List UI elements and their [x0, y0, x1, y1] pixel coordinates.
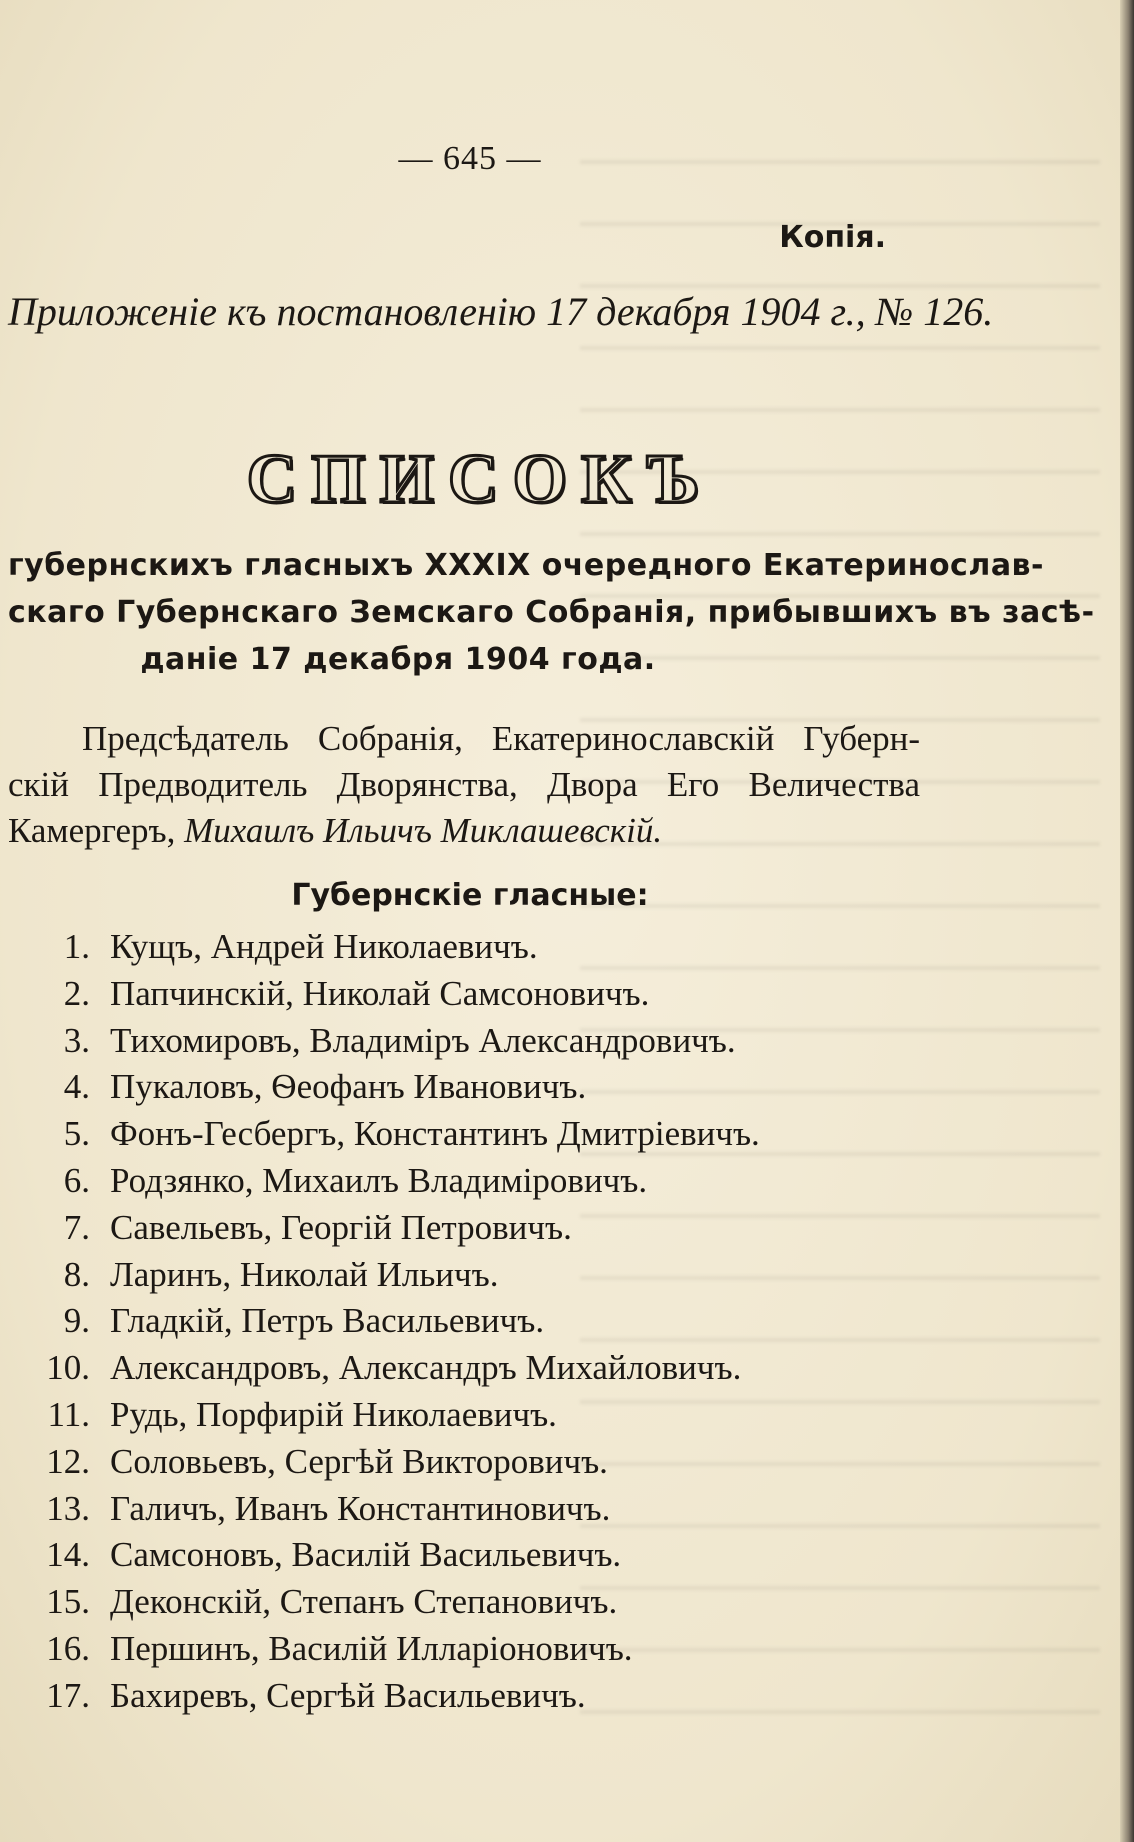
list-item — [30, 1439, 760, 1486]
list-item — [30, 1532, 760, 1579]
list-item-name: Бахиревъ, Сергѣй Васильевичъ. — [110, 1675, 586, 1715]
list-item-number: 10. — [46, 1348, 90, 1388]
chairman-name: Михаилъ Ильичъ Миклашевскій. — [184, 811, 663, 850]
list-item-number: 6. — [63, 1160, 90, 1200]
list-item-name: Савельевъ, Георгій Петровичъ. — [110, 1207, 572, 1247]
chairman-paragraph — [8, 716, 920, 854]
list-item-name: Фонъ-Гесбергъ, Константинъ Дмитріевичъ. — [110, 1114, 760, 1154]
list-item-name: Галичъ, Иванъ Константиновичъ. — [110, 1488, 611, 1528]
list-item — [30, 1018, 760, 1065]
list-item — [30, 1205, 760, 1252]
list-item-name: Родзянко, Михаилъ Владиміровичъ. — [110, 1160, 648, 1200]
list-item — [30, 1345, 760, 1392]
list-item — [30, 1626, 760, 1673]
chairman-line-3 — [8, 808, 920, 854]
list-item-number: 2. — [63, 973, 90, 1013]
list-item — [30, 1392, 760, 1439]
list-item-number: 3. — [63, 1020, 90, 1060]
chairman-line-2: скій Предводитель Дворянства, Двора Его Величества — [8, 765, 920, 804]
list-item-number: 1. — [63, 927, 90, 966]
list-item-name: Пукаловъ, Ѳеофанъ Ивановичъ. — [110, 1067, 587, 1107]
list-item-name: Тихомировъ, Владиміръ Александровичъ. — [110, 1020, 736, 1060]
list-item-number: 11. — [47, 1394, 90, 1434]
list-item-number: 4. — [63, 1067, 90, 1107]
list-item-name: Александровъ, Александръ Михайловичъ. — [110, 1348, 742, 1388]
list-item-number: 12. — [46, 1441, 90, 1481]
list-item-name: Соловьевъ, Сергѣй Викторовичъ. — [110, 1441, 608, 1481]
list-item-number: 14. — [46, 1535, 90, 1575]
list-item — [30, 1298, 760, 1345]
list-item — [30, 1252, 760, 1299]
list-item-number: 15. — [46, 1582, 90, 1622]
page-edge-shadow — [1120, 0, 1134, 1842]
chairman-title: Камергеръ, — [8, 811, 185, 850]
appendix-reference: Приложеніе къ постановленію 17 декабря 1904 г., № 126. — [8, 289, 994, 334]
list-item-number: 8. — [63, 1254, 90, 1294]
list-item — [30, 924, 760, 971]
list-item-number: 7. — [63, 1207, 90, 1247]
subtitle-line-1: губернскихъ гласныхъ XXXIX очередного Екатеринослав- — [8, 548, 1044, 583]
list-item-number: 9. — [63, 1301, 90, 1341]
list-item-name: Гладкій, Петръ Васильевичъ. — [110, 1301, 545, 1341]
list-item-number: 5. — [63, 1114, 90, 1154]
document-subtitle — [8, 542, 1095, 683]
list-item — [30, 1111, 760, 1158]
list-item-name: Ларинъ, Николай Ильичъ. — [110, 1254, 499, 1294]
section-heading: Губернскіе гласные: — [291, 878, 649, 913]
list-item-number: 17. — [46, 1675, 90, 1715]
list-item-name: Кущъ, Андрей Николаевичъ. — [110, 927, 538, 966]
page-number: — 645 — — [398, 140, 542, 177]
list-item — [30, 1158, 760, 1205]
list-item-name: Папчинскій, Николай Самсоновичъ. — [110, 973, 650, 1013]
list-item — [30, 1486, 760, 1533]
copy-label: Копія. — [779, 220, 886, 255]
subtitle-line-2: скаго Губернскаго Земскаго Собранія, прибывшихъ въ засѣ- — [8, 595, 1095, 630]
list-item-name: Рудь, Порфирій Николаевичъ. — [110, 1394, 557, 1434]
list-item-number: 13. — [46, 1488, 90, 1528]
list-item — [30, 971, 760, 1018]
chairman-line-1: Предсѣдатель Собранія, Екатеринославскій Губерн- — [82, 719, 920, 758]
list-item — [30, 1064, 760, 1111]
document-title: СПИСОКЪ — [246, 441, 714, 518]
list-item-name: Першинъ, Василій Илларіоновичъ. — [110, 1628, 633, 1668]
list-item — [30, 1673, 760, 1720]
subtitle-line-3: даніе 17 декабря 1904 года. — [140, 642, 656, 677]
list-item-number: 16. — [46, 1628, 90, 1668]
list-item-name: Деконскій, Степанъ Степановичъ. — [110, 1582, 618, 1622]
members-list — [30, 924, 760, 1720]
list-item-name: Самсоновъ, Василій Васильевичъ. — [110, 1535, 622, 1575]
list-item — [30, 1579, 760, 1626]
